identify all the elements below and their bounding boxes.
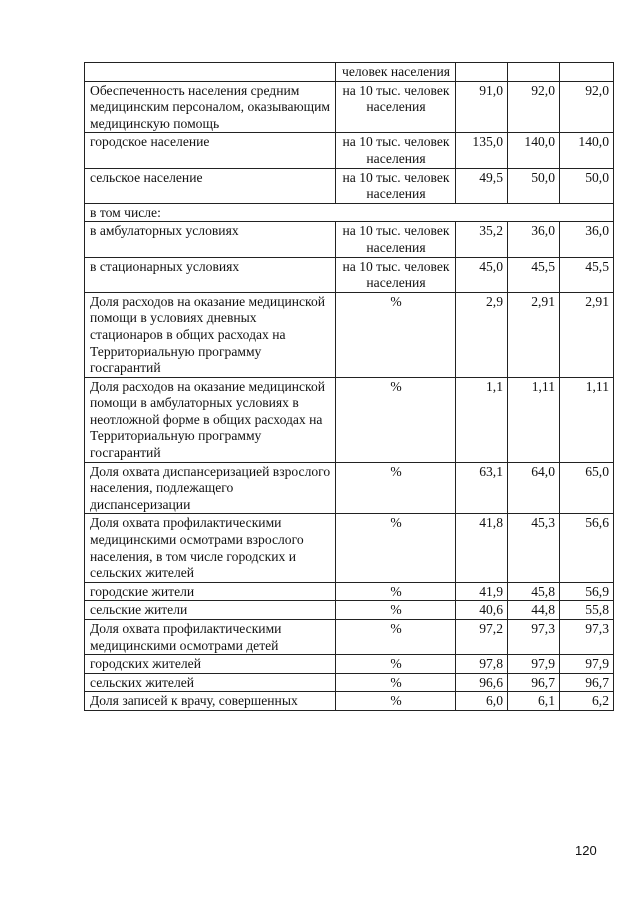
indicator-name-cell: Доля охвата профилактическими медицинскими осмотрами детей <box>85 620 336 655</box>
value-cell-2: 97,9 <box>508 655 560 674</box>
indicator-name-cell: сельское население <box>85 168 336 203</box>
indicator-name-cell: городских жителей <box>85 655 336 674</box>
table-row <box>85 514 614 582</box>
value-cell-3: 6,2 <box>560 692 614 711</box>
value-cell-1: 2,9 <box>456 292 508 377</box>
value-cell-1: 97,8 <box>456 655 508 674</box>
value-cell-3: 96,7 <box>560 673 614 692</box>
value-cell-3: 50,0 <box>560 168 614 203</box>
unit-cell: % <box>336 655 456 674</box>
table-row <box>85 620 614 655</box>
value-cell-1: 35,2 <box>456 222 508 257</box>
value-cell-3: 56,6 <box>560 514 614 582</box>
unit-cell: на 10 тыс. человек населения <box>336 168 456 203</box>
value-cell-2: 6,1 <box>508 692 560 711</box>
table-row <box>85 673 614 692</box>
unit-cell: на 10 тыс. человек населения <box>336 222 456 257</box>
unit-cell: % <box>336 692 456 711</box>
value-cell-1: 97,2 <box>456 620 508 655</box>
indicator-name-cell: Обеспеченность населения средним медицинским персоналом, оказывающим медицинскую помощь <box>85 81 336 133</box>
value-cell-3: 97,9 <box>560 655 614 674</box>
value-cell-2: 2,91 <box>508 292 560 377</box>
section-label-cell: в том числе: <box>85 203 614 222</box>
value-cell-3: 56,9 <box>560 582 614 601</box>
value-cell-3: 92,0 <box>560 81 614 133</box>
table-row <box>85 168 614 203</box>
value-cell-2: 97,3 <box>508 620 560 655</box>
value-cell-1: 91,0 <box>456 81 508 133</box>
table-row <box>85 462 614 514</box>
indicator-name-cell: сельских жителей <box>85 673 336 692</box>
value-cell-1: 45,0 <box>456 257 508 292</box>
value-cell-2: 1,11 <box>508 377 560 462</box>
unit-cell: % <box>336 673 456 692</box>
unit-cell: % <box>336 377 456 462</box>
indicator-name-cell: городское население <box>85 133 336 168</box>
table-row <box>85 203 614 222</box>
value-cell-3: 36,0 <box>560 222 614 257</box>
value-cell-1: 1,1 <box>456 377 508 462</box>
table-row <box>85 582 614 601</box>
indicator-name-cell <box>85 63 336 82</box>
table-row <box>85 133 614 168</box>
value-cell-2: 64,0 <box>508 462 560 514</box>
value-cell-3: 55,8 <box>560 601 614 620</box>
value-cell-3: 1,11 <box>560 377 614 462</box>
value-cell-2: 92,0 <box>508 81 560 133</box>
value-cell-2: 45,5 <box>508 257 560 292</box>
unit-cell: % <box>336 292 456 377</box>
indicator-name-cell: сельские жители <box>85 601 336 620</box>
unit-cell: % <box>336 620 456 655</box>
value-cell-3: 2,91 <box>560 292 614 377</box>
indicator-name-cell: в амбулаторных условиях <box>85 222 336 257</box>
value-cell-2: 36,0 <box>508 222 560 257</box>
table-row <box>85 692 614 711</box>
value-cell-2: 50,0 <box>508 168 560 203</box>
indicator-name-cell: Доля охвата профилактическими медицинскими осмотрами взрослого населения, в том числе городских и сельских жителей <box>85 514 336 582</box>
page-number: 120 <box>575 843 597 858</box>
unit-cell: % <box>336 462 456 514</box>
table-row <box>85 601 614 620</box>
value-cell-1 <box>456 63 508 82</box>
indicator-name-cell: в стационарных условиях <box>85 257 336 292</box>
unit-cell: % <box>336 514 456 582</box>
indicator-name-cell: Доля расходов на оказание медицинской помощи в условиях дневных стационаров в общих расходах на Территориальную программу госгарантий <box>85 292 336 377</box>
indicator-name-cell: городские жители <box>85 582 336 601</box>
value-cell-1: 41,9 <box>456 582 508 601</box>
unit-cell: на 10 тыс. человек населения <box>336 81 456 133</box>
value-cell-2 <box>508 63 560 82</box>
indicator-name-cell: Доля расходов на оказание медицинской помощи в амбулаторных условиях в неотложной форме в общих расходах на Территориальную программу госгарантий <box>85 377 336 462</box>
table-row <box>85 63 614 82</box>
value-cell-2: 45,8 <box>508 582 560 601</box>
value-cell-1: 96,6 <box>456 673 508 692</box>
table-row <box>85 257 614 292</box>
value-cell-2: 140,0 <box>508 133 560 168</box>
value-cell-3: 45,5 <box>560 257 614 292</box>
table-row <box>85 377 614 462</box>
indicators-table <box>84 62 614 711</box>
value-cell-3: 65,0 <box>560 462 614 514</box>
value-cell-1: 41,8 <box>456 514 508 582</box>
value-cell-1: 63,1 <box>456 462 508 514</box>
value-cell-3 <box>560 63 614 82</box>
value-cell-1: 49,5 <box>456 168 508 203</box>
unit-cell: на 10 тыс. человек населения <box>336 133 456 168</box>
value-cell-2: 44,8 <box>508 601 560 620</box>
value-cell-3: 97,3 <box>560 620 614 655</box>
indicator-name-cell: Доля записей к врачу, совершенных <box>85 692 336 711</box>
unit-cell: человек населения <box>336 63 456 82</box>
value-cell-1: 6,0 <box>456 692 508 711</box>
indicator-name-cell: Доля охвата диспансеризацией взрослого населения, подлежащего диспансеризации <box>85 462 336 514</box>
value-cell-2: 96,7 <box>508 673 560 692</box>
table-row <box>85 81 614 133</box>
table-row <box>85 222 614 257</box>
table-row <box>85 655 614 674</box>
unit-cell: на 10 тыс. человек населения <box>336 257 456 292</box>
table-body <box>85 63 614 711</box>
value-cell-3: 140,0 <box>560 133 614 168</box>
unit-cell: % <box>336 601 456 620</box>
value-cell-1: 135,0 <box>456 133 508 168</box>
value-cell-2: 45,3 <box>508 514 560 582</box>
table-row <box>85 292 614 377</box>
value-cell-1: 40,6 <box>456 601 508 620</box>
unit-cell: % <box>336 582 456 601</box>
